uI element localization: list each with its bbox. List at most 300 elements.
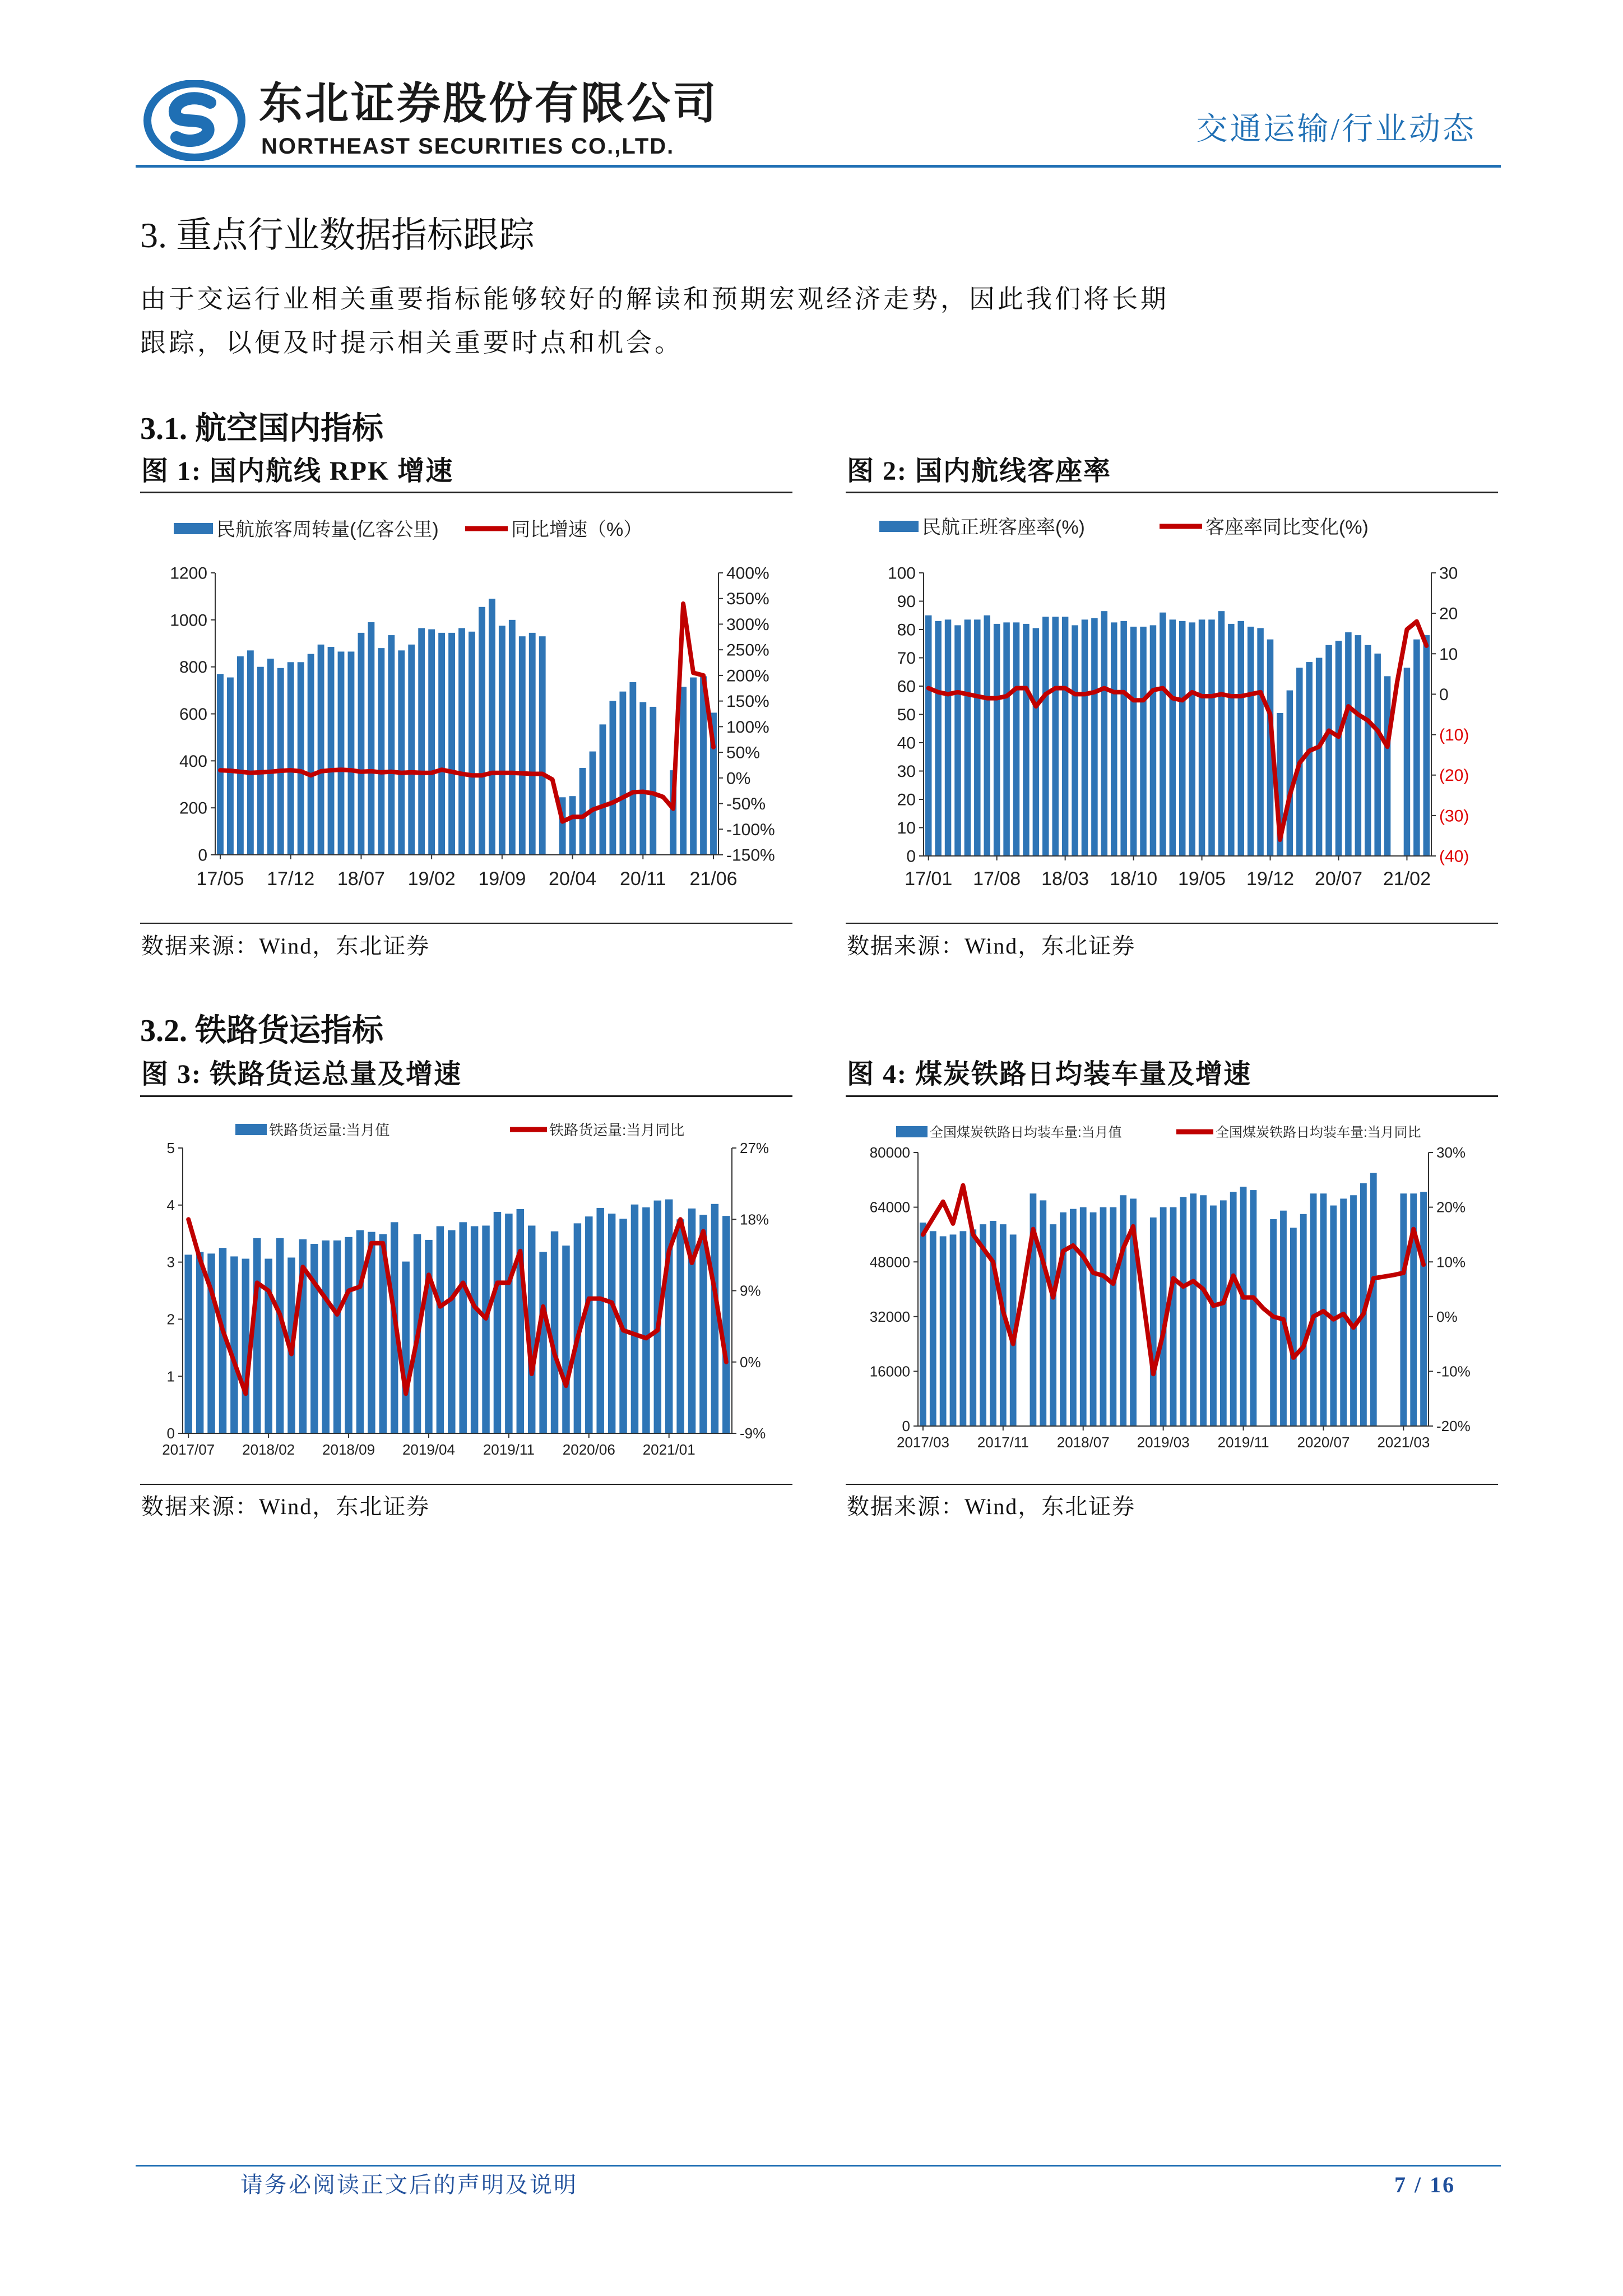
bar xyxy=(489,599,495,855)
y-right-tick-label: 400% xyxy=(726,564,769,583)
y-left-tick-label: 50 xyxy=(897,706,916,724)
bar xyxy=(479,607,485,855)
figure-divider xyxy=(140,1484,792,1485)
bar xyxy=(579,768,586,855)
y-right-tick-label: -20% xyxy=(1436,1418,1471,1435)
bar xyxy=(925,615,931,856)
bar xyxy=(1350,1195,1357,1426)
x-tick-label: 20/04 xyxy=(549,868,597,890)
bar xyxy=(1384,676,1390,856)
paragraph-line: 跟踪，以便及时提示相关重要时点和机会。 xyxy=(140,328,683,357)
bar xyxy=(1052,617,1058,856)
bar xyxy=(1013,622,1019,856)
bar xyxy=(642,1207,650,1433)
x-tick-label: 18/03 xyxy=(1041,868,1089,890)
chart-coal-loading xyxy=(846,1107,1498,1477)
figure-divider xyxy=(140,492,792,493)
y-right-tick-label: 0 xyxy=(1439,685,1449,704)
report-category: 交通运输/行业动态 xyxy=(1196,112,1476,147)
y-left-tick-label: 64000 xyxy=(869,1198,910,1216)
bar xyxy=(338,651,345,855)
y-right-tick-label: 27% xyxy=(740,1140,769,1157)
figure-divider xyxy=(846,1095,1498,1097)
y-left-tick-label: 16000 xyxy=(869,1363,910,1380)
bar xyxy=(539,636,546,855)
bar xyxy=(1310,1193,1317,1426)
y-right-tick-label: 50% xyxy=(726,743,761,762)
y-right-tick-label: -9% xyxy=(740,1425,766,1442)
bar xyxy=(974,619,980,856)
footer-divider xyxy=(136,2165,1501,2167)
x-tick-label: 17/12 xyxy=(267,868,315,890)
bar xyxy=(1257,628,1263,856)
bar xyxy=(418,628,425,855)
bar xyxy=(1042,617,1049,856)
bar xyxy=(368,1232,375,1433)
y-left-tick-label: 80 xyxy=(897,621,916,640)
bar xyxy=(328,647,335,855)
legend-label: 同比增速（%） xyxy=(511,519,643,540)
bar xyxy=(184,1255,192,1433)
company-name-en: NORTHEAST SECURITIES CO.,LTD. xyxy=(261,134,675,159)
y-left-tick-label: 5 xyxy=(166,1140,175,1157)
bar xyxy=(333,1240,341,1433)
bar xyxy=(1050,1224,1056,1426)
bar xyxy=(1400,1193,1407,1426)
figure-title: 图 2: 国内航线客座率 xyxy=(847,456,1111,486)
bar xyxy=(1290,1228,1297,1426)
yoy-line xyxy=(929,622,1427,840)
bar xyxy=(1220,1200,1227,1426)
bar xyxy=(596,1208,604,1433)
x-tick-label: 2019/11 xyxy=(483,1441,535,1458)
x-tick-label: 2019/11 xyxy=(1217,1434,1269,1451)
bar xyxy=(1325,645,1332,856)
bar xyxy=(609,701,616,855)
bar xyxy=(1238,621,1244,856)
figure-title: 图 3: 铁路货运总量及增速 xyxy=(141,1059,462,1089)
bar xyxy=(1140,627,1146,856)
y-left-tick-label: 1 xyxy=(166,1368,175,1385)
bar xyxy=(1270,1219,1277,1426)
bar xyxy=(227,678,234,855)
x-tick-label: 17/05 xyxy=(196,868,244,890)
y-left-tick-label: 3 xyxy=(166,1253,175,1271)
y-left-tick-label: 0 xyxy=(902,1418,910,1435)
bar xyxy=(509,620,516,855)
bar xyxy=(1082,619,1088,856)
x-tick-label: 2019/04 xyxy=(402,1441,455,1458)
x-tick-label: 2018/09 xyxy=(322,1441,375,1458)
y-left-tick-label: 100 xyxy=(887,564,916,583)
bar xyxy=(994,624,1000,856)
figure-source: 数据来源：Wind，东北证券 xyxy=(847,1494,1136,1519)
bar xyxy=(619,692,626,855)
bar xyxy=(1091,618,1097,856)
x-tick-label: 20/07 xyxy=(1314,868,1363,890)
bar xyxy=(345,1237,352,1433)
y-right-tick-label: 30% xyxy=(1436,1144,1466,1161)
legend-label: 全国煤炭铁路日均装车量:当月同比 xyxy=(1216,1125,1421,1141)
y-left-tick-label: 70 xyxy=(897,649,916,668)
y-right-tick-label: -100% xyxy=(726,820,775,839)
figure-source: 数据来源：Wind，东北证券 xyxy=(847,933,1136,959)
y-right-tick-label: 10% xyxy=(1436,1253,1466,1271)
y-left-tick-label: 2 xyxy=(166,1311,175,1328)
bar xyxy=(1111,622,1117,856)
bar xyxy=(469,632,475,855)
bar xyxy=(1090,1212,1097,1426)
figure-divider xyxy=(846,492,1498,493)
y-left-tick-label: 40 xyxy=(897,734,916,753)
x-tick-label: 17/01 xyxy=(905,868,953,890)
y-left-tick-label: 600 xyxy=(179,705,207,724)
y-left-tick-label: 20 xyxy=(897,790,916,809)
y-right-tick-label: -150% xyxy=(726,846,775,865)
bar xyxy=(308,654,314,855)
bar xyxy=(459,1222,466,1433)
bar xyxy=(665,1200,673,1433)
bar xyxy=(1355,635,1361,856)
bar xyxy=(551,1232,558,1433)
bar xyxy=(1130,627,1137,856)
bar xyxy=(676,1219,684,1433)
figure-source: 数据来源：Wind，东北证券 xyxy=(141,933,430,959)
bar xyxy=(959,1231,966,1426)
bar xyxy=(1208,619,1214,856)
bar xyxy=(688,1209,695,1433)
y-right-tick-label: 30 xyxy=(1439,564,1458,583)
bar xyxy=(1003,622,1009,856)
y-left-tick-label: 30 xyxy=(897,762,916,781)
y-left-tick-label: 0 xyxy=(906,847,916,866)
bar xyxy=(539,1252,546,1433)
bar xyxy=(1190,1193,1197,1426)
bar xyxy=(242,1258,249,1433)
bar xyxy=(585,1216,592,1433)
chart-load-factor xyxy=(846,502,1498,900)
bar xyxy=(1070,1209,1077,1426)
bar xyxy=(945,619,951,856)
y-left-tick-label: 60 xyxy=(897,677,916,696)
bar xyxy=(265,1258,272,1433)
bar xyxy=(631,1205,638,1433)
bar xyxy=(437,1226,444,1433)
bar xyxy=(368,622,374,855)
bar xyxy=(629,682,636,855)
bar xyxy=(1040,1200,1046,1426)
bar xyxy=(517,1209,524,1433)
y-left-tick-label: 200 xyxy=(179,799,207,818)
x-tick-label: 20/11 xyxy=(620,868,666,890)
x-tick-label: 2017/03 xyxy=(896,1434,949,1451)
bar xyxy=(1180,1197,1186,1426)
legend-label: 全国煤炭铁路日均装车量:当月值 xyxy=(930,1125,1122,1141)
x-tick-label: 18/10 xyxy=(1110,868,1158,890)
y-right-tick-label: (40) xyxy=(1439,847,1469,866)
paragraph-line: 由于交运行业相关重要指标能够较好的解读和预期宏观经济走势，因此我们将长期 xyxy=(140,285,1169,313)
bar xyxy=(1423,635,1430,856)
page-number: 7 / 16 xyxy=(1394,2172,1456,2197)
bar xyxy=(1199,619,1205,856)
bar xyxy=(639,702,646,855)
header-divider xyxy=(136,165,1501,168)
bar xyxy=(990,1221,996,1426)
legend-bar-swatch xyxy=(879,521,919,532)
y-left-tick-label: 10 xyxy=(897,819,916,837)
bar xyxy=(1023,624,1029,856)
x-tick-label: 19/12 xyxy=(1246,868,1295,890)
bar xyxy=(1101,611,1107,856)
bar xyxy=(257,667,264,855)
bar xyxy=(230,1256,238,1433)
bar xyxy=(1210,1206,1217,1426)
bar xyxy=(505,1214,512,1433)
bar xyxy=(984,615,990,856)
bar xyxy=(1150,625,1156,856)
y-right-tick-label: -10% xyxy=(1436,1363,1471,1380)
y-right-tick-label: 150% xyxy=(726,692,769,711)
y-right-tick-label: 18% xyxy=(740,1211,769,1228)
bar xyxy=(277,668,284,855)
bar xyxy=(1287,691,1293,856)
x-tick-label: 2018/02 xyxy=(242,1441,295,1458)
bar xyxy=(196,1252,203,1433)
x-tick-label: 2020/06 xyxy=(562,1441,615,1458)
bar xyxy=(600,724,606,855)
x-tick-label: 2020/07 xyxy=(1297,1434,1350,1451)
bar xyxy=(650,707,656,855)
bar xyxy=(1365,645,1371,856)
footer-disclaimer: 请务必阅读正文后的声明及说明 xyxy=(240,2172,578,2197)
bar xyxy=(425,1240,432,1433)
bar xyxy=(247,650,254,855)
bar xyxy=(950,1234,957,1426)
bar xyxy=(608,1214,615,1433)
x-tick-label: 2021/01 xyxy=(642,1441,695,1458)
y-left-tick-label: 80000 xyxy=(869,1144,910,1161)
bar xyxy=(722,1216,730,1433)
y-left-tick-label: 800 xyxy=(179,658,207,677)
bar xyxy=(930,1231,936,1426)
bar xyxy=(1120,621,1126,856)
bar xyxy=(920,1223,926,1426)
y-right-tick-label: 10 xyxy=(1439,645,1458,664)
y-right-tick-label: 0% xyxy=(1436,1308,1458,1325)
bar xyxy=(690,678,697,855)
bar xyxy=(356,1230,364,1433)
bar xyxy=(562,1246,569,1433)
figure-divider xyxy=(846,923,1498,924)
subsection-title: 3.2. 铁路货运指标 xyxy=(140,1013,383,1048)
bar xyxy=(1420,1192,1427,1426)
bar xyxy=(1080,1207,1087,1426)
bar xyxy=(569,796,576,855)
y-right-tick-label: 0% xyxy=(726,769,751,788)
x-tick-label: 2021/03 xyxy=(1377,1434,1430,1451)
y-right-tick-label: 100% xyxy=(726,718,769,737)
bar xyxy=(428,629,435,855)
bar xyxy=(529,633,536,855)
legend-label: 铁路货运量:当月同比 xyxy=(549,1121,685,1138)
legend-bar-swatch xyxy=(235,1124,267,1135)
bar xyxy=(1306,662,1312,856)
bar xyxy=(954,625,961,856)
legend-label: 铁路货运量:当月值 xyxy=(269,1121,390,1138)
y-right-tick-label: 0% xyxy=(740,1353,761,1371)
x-tick-label: 2017/07 xyxy=(162,1441,215,1458)
x-tick-label: 21/02 xyxy=(1383,868,1431,890)
bar xyxy=(499,626,506,855)
y-left-tick-label: 1000 xyxy=(170,611,207,630)
bar xyxy=(402,1262,409,1433)
y-left-tick-label: 90 xyxy=(897,592,916,611)
bar xyxy=(1316,658,1322,857)
y-right-tick-label: (10) xyxy=(1439,726,1469,745)
bar xyxy=(322,1240,329,1433)
bar xyxy=(267,659,274,855)
bar xyxy=(276,1238,284,1433)
x-tick-label: 19/02 xyxy=(407,868,456,890)
bar xyxy=(1374,654,1380,856)
bar xyxy=(1033,628,1039,856)
y-right-tick-label: 350% xyxy=(726,590,769,609)
figure-divider xyxy=(140,923,792,924)
section-paragraph xyxy=(140,277,1169,365)
chart-rpk xyxy=(140,502,792,900)
bar xyxy=(1230,1192,1237,1426)
x-tick-label: 19/09 xyxy=(478,868,526,890)
y-left-tick-label: 400 xyxy=(179,752,207,771)
x-tick-label: 2019/03 xyxy=(1137,1434,1190,1451)
figure-title: 图 4: 煤炭铁路日均装车量及增速 xyxy=(847,1059,1251,1089)
legend-label: 民航旅客周转量(亿客公里) xyxy=(216,519,439,540)
bar xyxy=(318,645,324,855)
bar xyxy=(448,1230,455,1433)
bar xyxy=(1170,619,1176,856)
x-tick-label: 21/06 xyxy=(689,868,738,890)
bar xyxy=(287,662,294,855)
bar xyxy=(348,651,355,855)
figure-divider xyxy=(140,1095,792,1097)
bar xyxy=(1228,624,1234,856)
bar xyxy=(519,636,526,855)
bar xyxy=(253,1238,261,1433)
legend-bar-swatch xyxy=(174,523,213,534)
figure-title: 图 1: 国内航线 RPK 增速 xyxy=(141,456,454,486)
bar xyxy=(1110,1207,1116,1426)
bar xyxy=(217,674,224,855)
y-right-tick-label: (30) xyxy=(1439,807,1469,826)
bar xyxy=(1336,641,1342,856)
bar xyxy=(1060,1212,1066,1426)
y-right-tick-label: 20% xyxy=(1436,1198,1466,1216)
y-right-tick-label: (20) xyxy=(1439,766,1469,785)
legend-bar-swatch xyxy=(896,1126,928,1137)
bar xyxy=(1250,1190,1257,1426)
bar xyxy=(482,1225,489,1433)
bar xyxy=(1345,632,1351,856)
bar xyxy=(1179,621,1185,856)
bar xyxy=(310,1244,318,1433)
bar xyxy=(388,635,395,855)
x-tick-label: 18/07 xyxy=(337,868,385,890)
bar xyxy=(471,1226,478,1433)
x-tick-label: 19/05 xyxy=(1178,868,1226,890)
section-title: 3. 重点行业数据指标跟踪 xyxy=(140,215,535,255)
bar xyxy=(1160,613,1166,856)
bar xyxy=(1150,1218,1157,1426)
bar xyxy=(1100,1207,1107,1426)
bar xyxy=(970,1229,976,1426)
bar xyxy=(1072,625,1078,856)
y-left-tick-label: 32000 xyxy=(869,1308,910,1325)
y-left-tick-label: 1200 xyxy=(170,564,207,583)
legend-label: 客座率同比变化(%) xyxy=(1205,516,1369,538)
bar xyxy=(438,633,445,855)
chart-rail-freight xyxy=(140,1107,792,1477)
bar xyxy=(237,656,244,855)
bar xyxy=(1240,1187,1247,1426)
bar xyxy=(935,621,941,856)
x-tick-label: 17/08 xyxy=(973,868,1021,890)
yoy-line xyxy=(220,604,713,822)
y-right-tick-label: 300% xyxy=(726,615,769,634)
bar xyxy=(1170,1207,1177,1426)
bar xyxy=(1062,617,1068,856)
bar xyxy=(378,648,384,855)
x-tick-label: 2018/07 xyxy=(1056,1434,1110,1451)
bar xyxy=(1404,668,1410,856)
bar xyxy=(680,687,687,855)
bar xyxy=(358,633,364,855)
y-right-tick-label: -50% xyxy=(726,795,766,814)
figure-divider xyxy=(846,1484,1498,1485)
y-right-tick-label: 9% xyxy=(740,1282,761,1299)
bar xyxy=(1370,1173,1377,1426)
bar xyxy=(1120,1195,1126,1426)
bar xyxy=(1189,622,1195,856)
bar xyxy=(494,1212,501,1433)
bar xyxy=(398,650,405,855)
y-left-tick-label: 4 xyxy=(166,1196,175,1214)
bar xyxy=(448,633,455,855)
bar xyxy=(1200,1195,1207,1426)
bar xyxy=(964,619,971,856)
legend-label: 民航正班客座率(%) xyxy=(922,516,1085,538)
bar xyxy=(590,752,596,855)
y-left-tick-label: 0 xyxy=(198,846,207,865)
bar xyxy=(1218,611,1225,856)
bar xyxy=(298,662,304,855)
y-left-tick-label: 0 xyxy=(166,1425,175,1442)
bar xyxy=(1413,640,1420,856)
y-left-tick-label: 48000 xyxy=(869,1253,910,1271)
x-tick-label: 2017/11 xyxy=(977,1434,1029,1451)
bar xyxy=(458,628,465,855)
figure-source: 数据来源：Wind，东北证券 xyxy=(141,1494,430,1519)
y-right-tick-label: 200% xyxy=(726,666,769,686)
bar xyxy=(940,1236,947,1426)
subsection-title: 3.1. 航空国内指标 xyxy=(140,411,383,446)
y-right-tick-label: 20 xyxy=(1439,604,1458,623)
bar xyxy=(1300,1214,1307,1426)
bar xyxy=(1248,627,1254,856)
logo-emblem-icon xyxy=(143,80,246,161)
company-logo xyxy=(143,80,246,161)
bar xyxy=(408,645,415,855)
company-name-cn: 东北证券股份有限公司 xyxy=(259,78,719,128)
